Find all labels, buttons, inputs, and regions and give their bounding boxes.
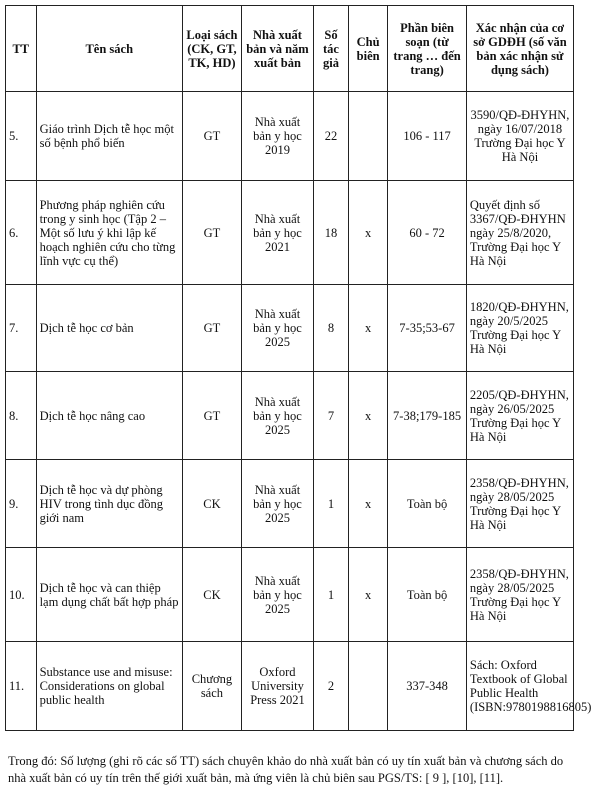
cell-editor: x <box>348 181 387 285</box>
cell-confirm: 3590/QĐ-ĐHYHN, ngày 16/07/2018 Trường Đại học Y Hà Nội <box>466 92 573 181</box>
cell-pages: Toàn bộ <box>388 548 467 642</box>
header-editor: Chủ biên <box>348 6 387 92</box>
cell-name: Dịch tễ học nâng cao <box>36 372 182 460</box>
cell-publisher: Nhà xuất bản y học 2025 <box>241 372 313 460</box>
table-row <box>6 92 574 181</box>
table-row <box>6 181 574 285</box>
header-publisher: Nhà xuất bản và năm xuất bản <box>241 6 313 92</box>
table-row <box>6 642 574 731</box>
table-row <box>6 372 574 460</box>
cell-pages: 337-348 <box>388 642 467 731</box>
footnote: Trong đó: Số lượng (ghi rõ các số TT) sách chuyên khảo do nhà xuất bản có uy tín xuất bản và chương sách do nhà xuất bản có uy tín trên thế giới xuất bản, mà ứng viên là chủ biên sau PGS/TS: [ 9 ], [10], [11]. <box>8 753 564 785</box>
cell-editor <box>348 92 387 181</box>
books-table <box>5 5 591 731</box>
cell-authors: 22 <box>314 92 349 181</box>
cell-name: Substance use and misuse: Considerations on global public health <box>36 642 182 731</box>
cell-type: CK <box>182 548 241 642</box>
cell-tt: 5. <box>6 92 37 181</box>
cell-publisher: Oxford University Press 2021 <box>241 642 313 731</box>
header-confirm: Xác nhận của cơ sở GDĐH (số văn bản xác nhận sử dụng sách) <box>466 6 573 92</box>
table-row <box>6 548 574 642</box>
header-pages: Phần biên soạn (từ trang … đến trang) <box>388 6 467 92</box>
cell-publisher: Nhà xuất bản y học 2021 <box>241 181 313 285</box>
cell-authors: 1 <box>314 548 349 642</box>
cell-type: GT <box>182 285 241 372</box>
cell-type: GT <box>182 372 241 460</box>
cell-name: Dịch tễ học và dự phòng HIV trong tình dục đồng giới nam <box>36 460 182 548</box>
cell-pages: Toàn bộ <box>388 460 467 548</box>
cell-type: GT <box>182 181 241 285</box>
cell-name: Giáo trình Dịch tễ học một số bệnh phổ biến <box>36 92 182 181</box>
cell-authors: 1 <box>314 460 349 548</box>
cell-type: CK <box>182 460 241 548</box>
cell-publisher: Nhà xuất bản y học 2025 <box>241 285 313 372</box>
header-type: Loại sách (CK, GT, TK, HD) <box>182 6 241 92</box>
cell-confirm: 1820/QĐ-ĐHYHN, ngày 20/5/2025 Trường Đại học Y Hà Nội <box>466 285 573 372</box>
cell-editor: x <box>348 285 387 372</box>
cell-name: Dịch tễ học và can thiệp lạm dụng chất bất hợp pháp <box>36 548 182 642</box>
cell-confirm: 2358/QĐ-ĐHYHN, ngày 28/05/2025 Trường Đại học Y Hà Nội <box>466 548 573 642</box>
cell-type: Chương sách <box>182 642 241 731</box>
cell-authors: 7 <box>314 372 349 460</box>
cell-tt: 8. <box>6 372 37 460</box>
cell-editor: x <box>348 460 387 548</box>
cell-pages: 106 - 117 <box>388 92 467 181</box>
table-header-row <box>6 6 574 92</box>
cell-confirm: 2358/QĐ-ĐHYHN, ngày 28/05/2025 Trường Đại học Y Hà Nội <box>466 460 573 548</box>
cell-confirm: Quyết định số 3367/QĐ-ĐHYHN ngày 25/8/2020, Trường Đại học Y Hà Nội <box>466 181 573 285</box>
cell-pages: 7-35;53-67 <box>388 285 467 372</box>
cell-pages: 7-38;179-185 <box>388 372 467 460</box>
cell-confirm: 2205/QĐ-ĐHYHN, ngày 26/05/2025 Trường Đại học Y Hà Nội <box>466 372 573 460</box>
header-name: Tên sách <box>36 6 182 92</box>
cell-tt: 11. <box>6 642 37 731</box>
header-authors: Số tác giả <box>314 6 349 92</box>
cell-tt: 7. <box>6 285 37 372</box>
cell-name: Phương pháp nghiên cứu trong y sinh học (Tập 2 – Một số lưu ý khi lập kế hoạch nghiên cứu cho từng lĩnh vực cụ thể) <box>36 181 182 285</box>
cell-tt: 10. <box>6 548 37 642</box>
cell-name: Dịch tễ học cơ bản <box>36 285 182 372</box>
cell-tt: 6. <box>6 181 37 285</box>
cell-publisher: Nhà xuất bản y học 2025 <box>241 548 313 642</box>
cell-confirm: Sách: Oxford Textbook of Global Public Health (ISBN:9780198816805) <box>466 642 573 731</box>
header-tt: TT <box>6 6 37 92</box>
cell-publisher: Nhà xuất bản y học 2025 <box>241 460 313 548</box>
table-row <box>6 285 574 372</box>
cell-pages: 60 - 72 <box>388 181 467 285</box>
table-row <box>6 460 574 548</box>
cell-editor: x <box>348 372 387 460</box>
cell-tt: 9. <box>6 460 37 548</box>
cell-authors: 2 <box>314 642 349 731</box>
cell-editor <box>348 642 387 731</box>
cell-authors: 8 <box>314 285 349 372</box>
cell-authors: 18 <box>314 181 349 285</box>
cell-type: GT <box>182 92 241 181</box>
cell-publisher: Nhà xuất bản y học 2019 <box>241 92 313 181</box>
cell-editor: x <box>348 548 387 642</box>
